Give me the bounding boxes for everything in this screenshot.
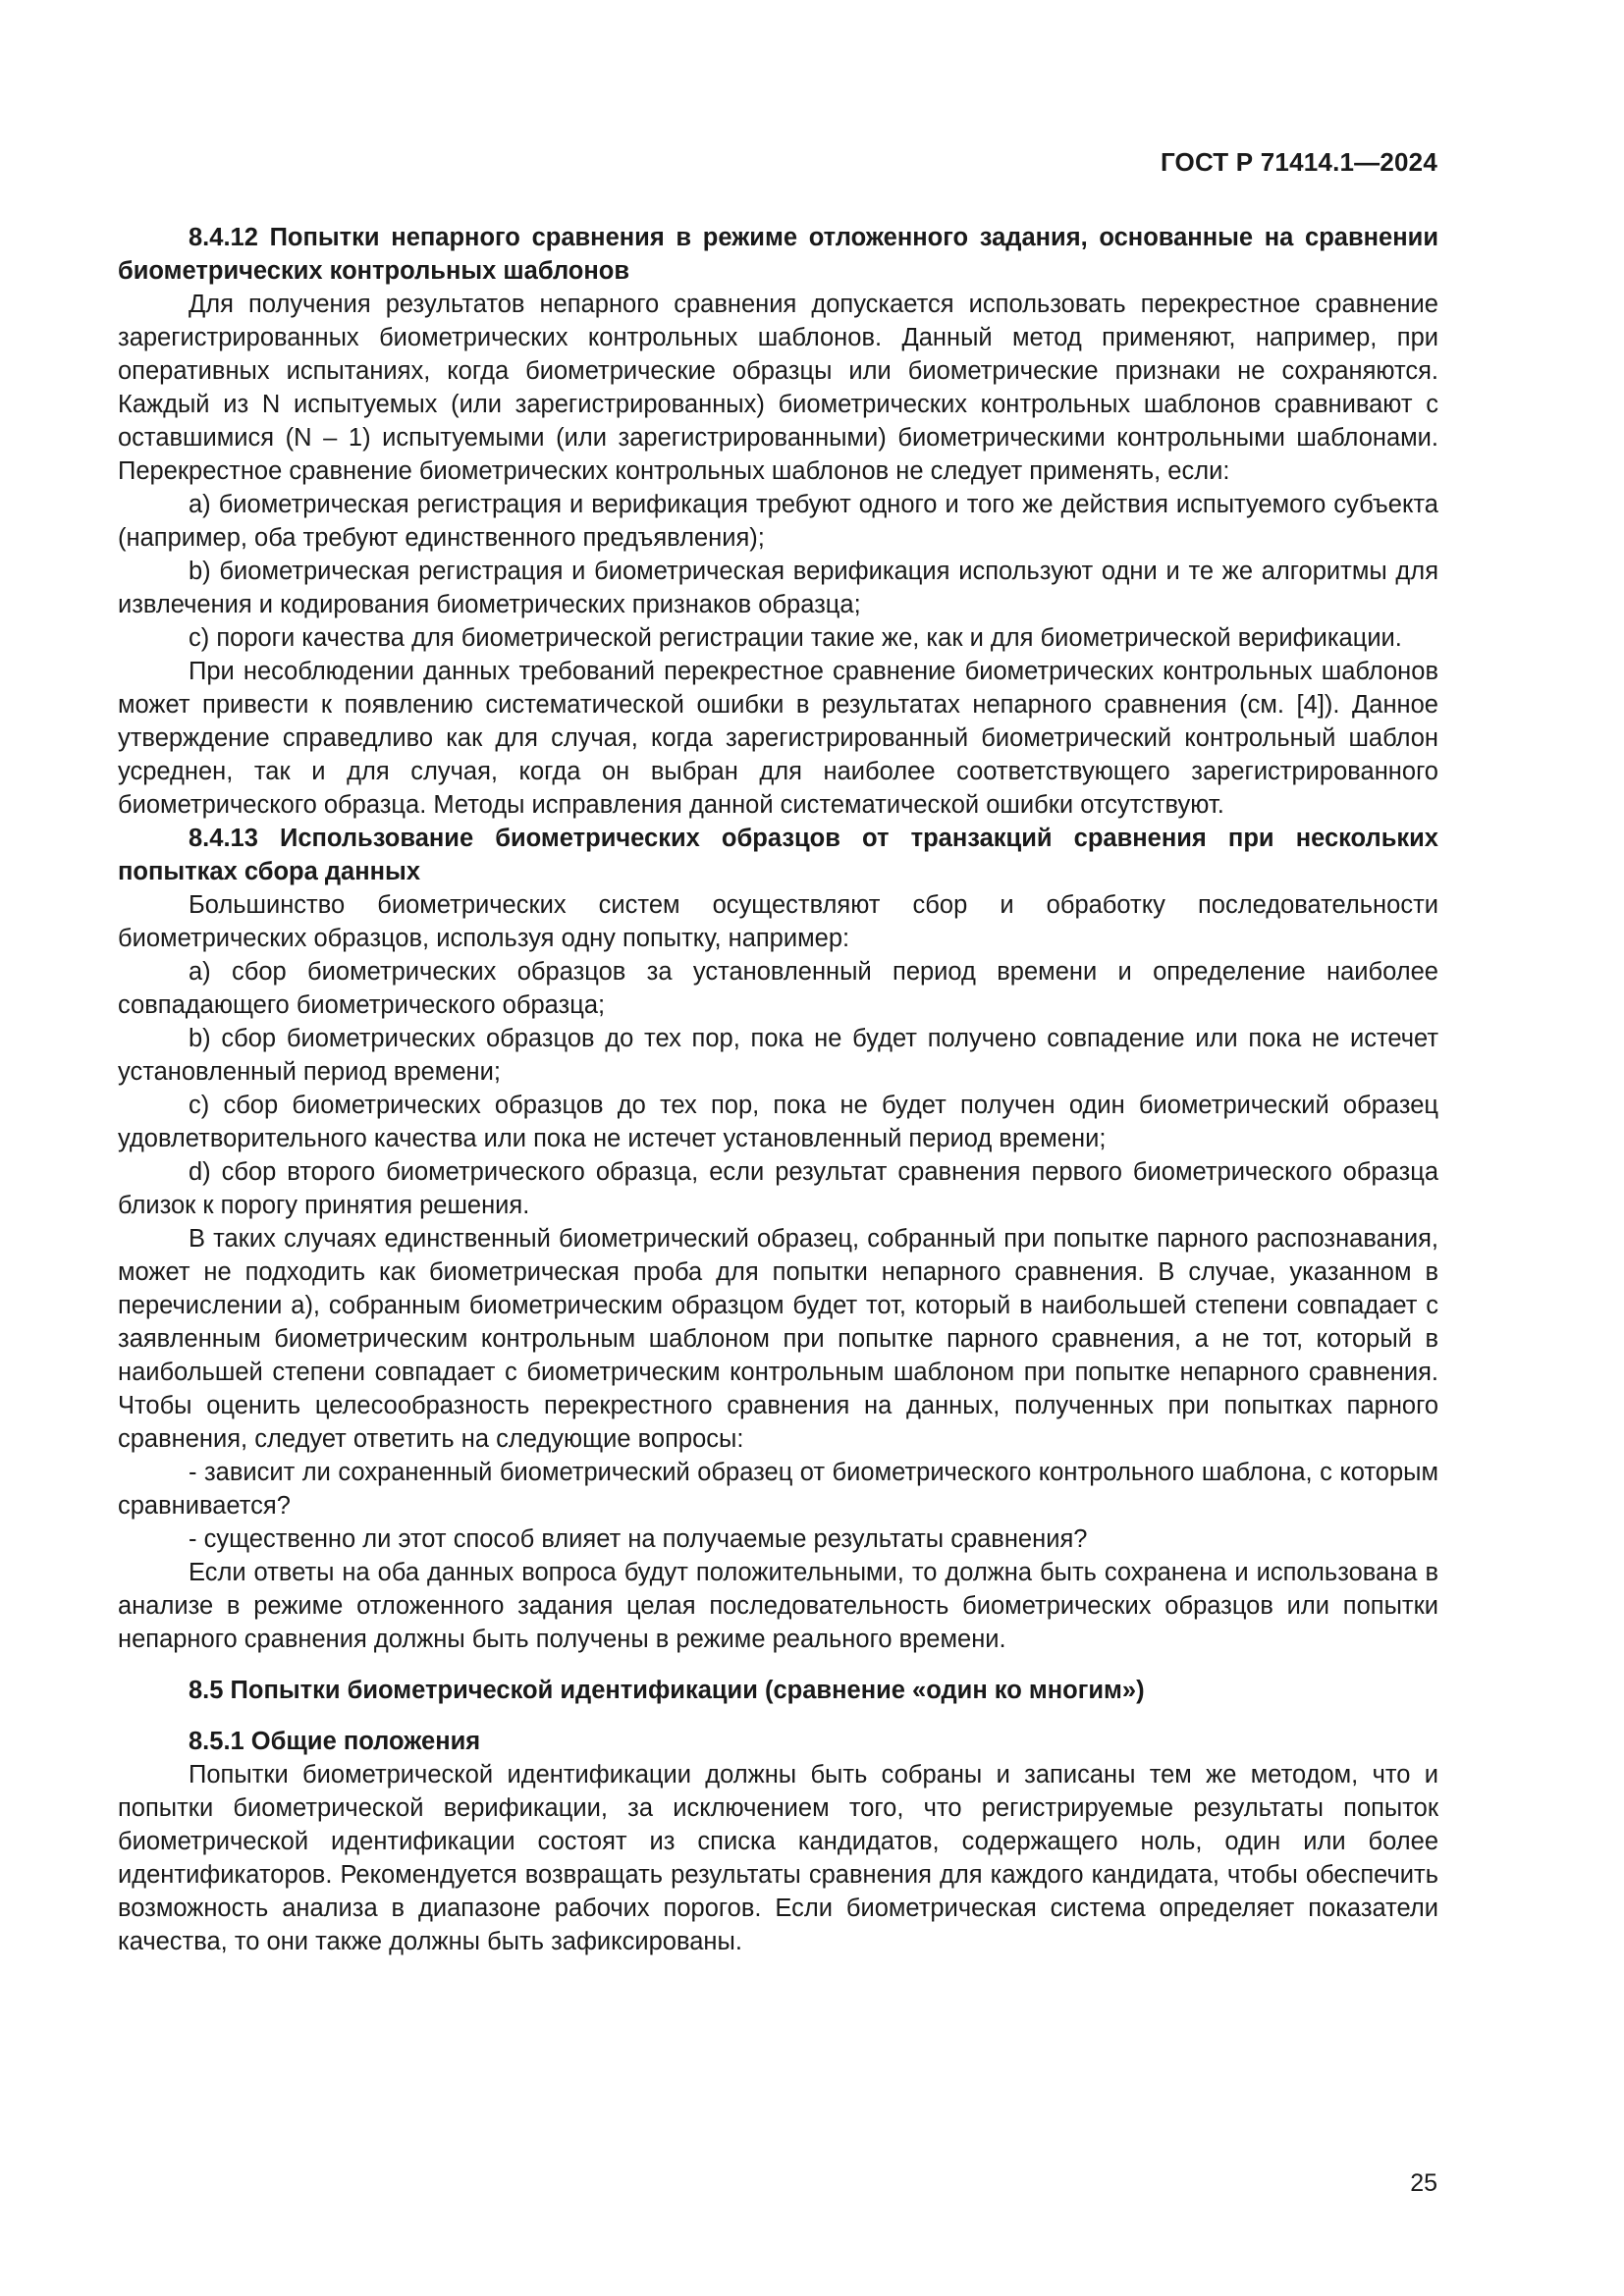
list-item: c) пороги качества для биометрической регистрации такие же, как и для биометрической верификации.: [189, 624, 1402, 652]
list-item: b) биометрическая регистрация и биометрическая верификация используют одни и те же алгоритмы для извлечения и кодирования биометрических признаков образца;: [118, 558, 1438, 618]
list-item: c) сбор биометрических образцов до тех пор, пока не будет получен один биометрический образец удовлетворительного качества или пока не истечет установленный период времени;: [118, 1092, 1438, 1152]
paragraph: Попытки биометрической идентификации должны быть собраны и записаны тем же методом, что и попытки биометрической верификации, за исключением того, что регистрируемые результаты попыток биометрической идентификации состоят из списка кандидатов, содержащего ноль, один или более идентификаторов. Рекомендуется возвращать результаты сравнения для каждого кандидата, чтобы обеспечить возможность анализа в диапазоне рабочих порогов. Если биометрическая система определяет показатели качества, то они также должны быть зафиксированы.: [118, 1761, 1438, 1955]
list-item: b) сбор биометрических образцов до тех пор, пока не будет получено совпадение или пока не истечет установленный период времени;: [118, 1025, 1438, 1086]
paragraph: Большинство биометрических систем осуществляют сбор и обработку последовательности биометрических образцов, используя одну попытку, например:: [118, 891, 1438, 952]
paragraph: Для получения результатов непарного сравнения допускается использовать перекрестное сравнение зарегистрированных биометрических контрольных шаблонов. Данный метод применяют, например, при оперативных испытаниях, когда биометрические образцы или биометрические признаки не сохраняются. Каждый из N испытуемых (или зарегистрированных) биометрических контрольных шаблонов сравнивают с оставшимися (N – 1) испытуемыми (или зарегистрированными) биометрическими контрольными шаблонами. Перекрестное сравнение биометрических контрольных шаблонов не следует применять, если:: [118, 291, 1438, 485]
section-heading-8-5: 8.5 Попытки биометрической идентификации (сравнение «один ко многим»): [189, 1677, 1145, 1704]
section-heading-8-4-12: 8.4.12 Попытки непарного сравнения в режиме отложенного задания, основанные на сравнении биометрических контрольных шаблонов: [118, 224, 1438, 285]
section-heading-8-5-1: 8.5.1 Общие положения: [189, 1728, 481, 1755]
list-item: - зависит ли сохраненный биометрический образец от биометрического контрольного шаблона, с которым сравнивается?: [118, 1459, 1438, 1520]
paragraph: При несоблюдении данных требований перекрестное сравнение биометрических контрольных шаблонов может привести к появлению систематической ошибки в результатах непарного сравнения (см. [4]). Данное утверждение справедливо как для случая, когда зарегистрированный биометрический контрольный шаблон усреднен, так и для случая, когда он выбран для наиболее соответствующего зарегистрированного биометрического образца. Методы исправления данной систематической ошибки отсутствуют.: [118, 658, 1438, 819]
list-item: а) сбор биометрических образцов за установленный период времени и определение наиболее совпадающего биометрического образца;: [118, 958, 1438, 1019]
list-item: а) биометрическая регистрация и верификация требуют одного и того же действия испытуемого субъекта (например, оба требуют единственного предъявления);: [118, 491, 1438, 552]
document-body: [118, 221, 1438, 1958]
list-item: - существенно ли этот способ влияет на получаемые результаты сравнения?: [189, 1525, 1088, 1553]
paragraph: В таких случаях единственный биометрический образец, собранный при попытке парного распознавания, может не подходить как биометрическая проба для попытки непарного сравнения. В случае, указанном в перечислении а), собранным биометрическим образцом будет тот, который в наибольшей степени совпадает с заявленным биометрическим контрольным шаблоном при попытке парного сравнения, а не тот, который в наибольшей степени совпадает с биометрическим контрольным шаблоном при попытке непарного сравнения. Чтобы оценить целесообразность перекрестного сравнения на данных, полученных при попытках парного сравнения, следует ответить на следующие вопросы:: [118, 1225, 1438, 1453]
section-heading-8-4-13: 8.4.13 Использование биометрических образцов от транзакций сравнения при нескольких попытках сбора данных: [118, 825, 1438, 885]
list-item: d) сбор второго биометрического образца, если результат сравнения первого биометрического образца близок к порогу принятия решения.: [118, 1158, 1438, 1219]
document-header: ГОСТ Р 71414.1—2024: [1160, 147, 1437, 177]
paragraph: Если ответы на оба данных вопроса будут положительными, то должна быть сохранена и использована в анализе в режиме отложенного задания целая последовательность биометрических образцов или попытки непарного сравнения должны быть получены в режиме реального времени.: [118, 1559, 1438, 1653]
page-number: 25: [1410, 2169, 1437, 2197]
